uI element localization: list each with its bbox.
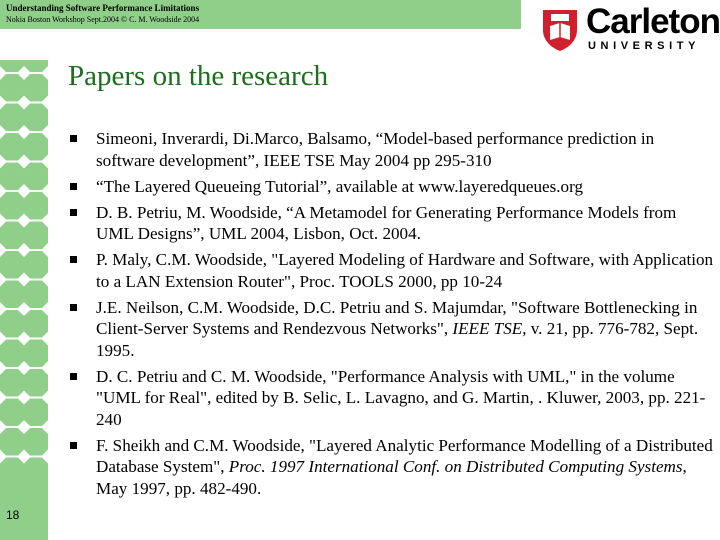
bullet-icon — [70, 135, 77, 142]
shield-icon — [541, 8, 579, 52]
chevron-mark — [0, 125, 24, 139]
header-title: Understanding Software Performance Limitations — [6, 3, 200, 13]
reference-item — [69, 128, 717, 171]
reference-item — [69, 176, 717, 198]
chevron-mark — [0, 273, 24, 287]
chevron-mark — [0, 420, 24, 434]
reference-text: , May 1997, pp. 482-490. — [96, 457, 687, 498]
reference-text: Simeoni, Inverardi, Di.Marco, Balsamo, “Model-based performance prediction in software development”, IEEE TSE May 2004 pp 295-310 — [96, 129, 655, 170]
chevron-mark — [24, 184, 48, 198]
reference-item — [69, 202, 717, 245]
chevron-mark — [0, 184, 24, 198]
chevron-mark — [0, 66, 24, 80]
reference-text: Proc. 1997 International Conf. on Distributed Computing Systems — [228, 457, 683, 476]
carleton-logo — [541, 2, 720, 54]
chevron-mark — [0, 361, 24, 375]
reference-text: D. C. Petriu and C. M. Woodside, "Performance Analysis with UML," in the volume "UML for Real", edited by B. Selic, L. Lavagno, and G. Martin, . Kluwer, 2003, pp. 221-240 — [96, 366, 706, 429]
bullet-icon — [70, 373, 77, 380]
chevron-mark — [0, 302, 24, 316]
chevron-mark — [24, 66, 48, 80]
chevron-mark — [0, 391, 24, 405]
reference-text: P. Maly, C.M. Woodside, "Layered Modeling of Hardware and Software, with Application to a LAN Extension Router", Proc. TOOLS 2000, pp 10-24 — [96, 250, 714, 291]
bullet-icon — [70, 183, 77, 190]
chevron-mark — [24, 302, 48, 316]
bullet-icon — [70, 209, 77, 216]
bullet-icon — [70, 304, 77, 311]
chevron-mark — [0, 155, 24, 169]
chevron-mark — [24, 450, 48, 464]
reference-item — [69, 366, 717, 431]
chevron-mark — [24, 332, 48, 346]
chevron-mark — [0, 450, 24, 464]
chevron-mark — [24, 155, 48, 169]
chevron-mark — [24, 96, 48, 110]
reference-text: D. B. Petriu, M. Woodside, “A Metamodel for Generating Performance Models from UML Designs”, UML 2004, Lisbon, Oct. 2004. — [96, 202, 677, 243]
page-title: Papers on the research — [68, 60, 329, 92]
chevron-pattern-icon — [0, 60, 48, 470]
chevron-mark — [24, 214, 48, 228]
reference-item — [69, 435, 717, 500]
chevron-mark — [0, 332, 24, 346]
chevron-mark — [24, 125, 48, 139]
bullet-icon — [70, 442, 77, 449]
bullet-icon — [70, 256, 77, 263]
reference-text: J.E. Neilson, C.M. Woodside, D.C. Petriu and S. Majumdar, "Software Bottlenecking in Client-Server Systems and Rendezvous Networks", — [96, 297, 698, 338]
chevron-mark — [24, 273, 48, 287]
slide-number: 18 — [6, 508, 20, 522]
reference-item — [69, 297, 717, 362]
chevron-mark — [24, 420, 48, 434]
reference-list — [69, 128, 717, 504]
reference-item — [69, 249, 717, 292]
logo-name: Carleton — [586, 2, 720, 41]
reference-text: , v. 21, pp. 776-782, Sept. 1995. — [96, 319, 699, 360]
header-subtitle: Nokia Boston Workshop Sept.2004 © C. M. Woodside 2004 — [6, 15, 200, 24]
chevron-mark — [24, 391, 48, 405]
chevron-mark — [0, 96, 24, 110]
chevron-mark — [0, 214, 24, 228]
reference-text: “The Layered Queueing Tutorial”, available at www.layeredqueues.org — [96, 176, 583, 196]
logo-university: UNIVERSITY — [588, 40, 701, 52]
reference-text: IEEE TSE — [452, 319, 523, 338]
reference-text: F. Sheikh and C.M. Woodside, "Layered Analytic Performance Modelling of a Distributed Database System", — [96, 435, 713, 476]
header-bar — [0, 0, 521, 29]
chevron-mark — [24, 243, 48, 257]
chevron-mark — [0, 243, 24, 257]
chevron-mark — [24, 361, 48, 375]
